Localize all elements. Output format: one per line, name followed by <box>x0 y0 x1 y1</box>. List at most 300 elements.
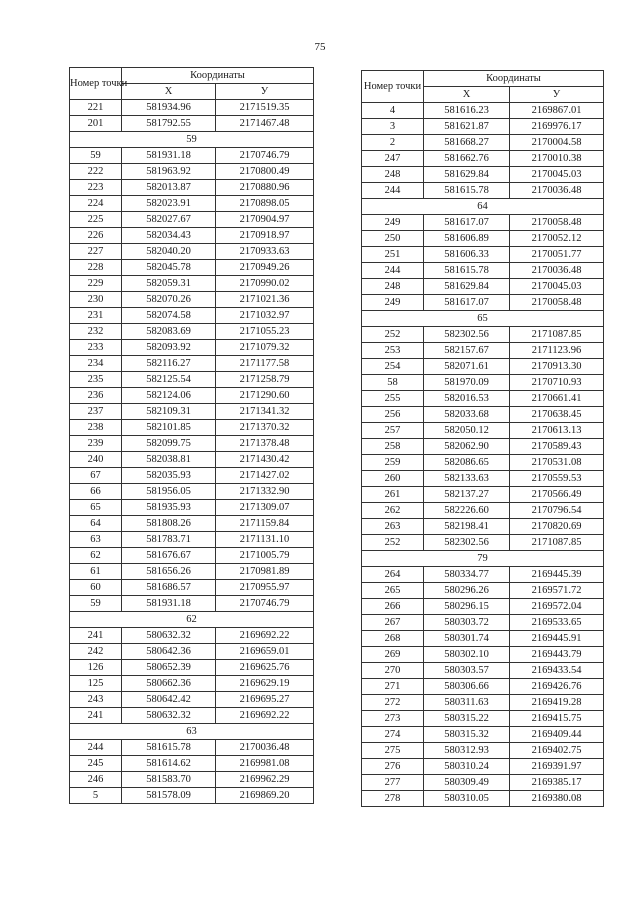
table-row <box>362 583 604 599</box>
table-row <box>362 535 604 551</box>
y-coordinate-cell: 2171177.58 <box>216 356 314 372</box>
y-coordinate-cell: 2169659.01 <box>216 644 314 660</box>
y-coordinate-cell: 2170566.49 <box>510 487 604 503</box>
table-row <box>362 599 604 615</box>
x-coordinate-cell: 581629.84 <box>424 279 510 295</box>
y-coordinate-cell: 2171370.32 <box>216 420 314 436</box>
x-coordinate-cell: 581686.57 <box>122 580 216 596</box>
x-coordinate-cell: 581931.18 <box>122 148 216 164</box>
x-coordinate-cell: 581792.55 <box>122 116 216 132</box>
point-number-cell: 223 <box>70 180 122 196</box>
point-number-cell: 249 <box>362 215 424 231</box>
table-row <box>70 340 314 356</box>
y-coordinate-cell: 2170913.30 <box>510 359 604 375</box>
table-row <box>362 263 604 279</box>
x-coordinate-cell: 582059.31 <box>122 276 216 292</box>
table-row <box>362 743 604 759</box>
y-coordinate-cell: 2169571.72 <box>510 583 604 599</box>
table-row <box>362 647 604 663</box>
group-row <box>362 199 604 215</box>
coordinates-header: Координаты <box>122 68 314 84</box>
x-coordinate-cell: 582124.06 <box>122 388 216 404</box>
point-number-cell: 244 <box>362 183 424 199</box>
table-row <box>70 468 314 484</box>
table-row <box>362 119 604 135</box>
x-coordinate-cell: 581614.62 <box>122 756 216 772</box>
y-coordinate-cell: 2171309.07 <box>216 500 314 516</box>
point-number-cell: 261 <box>362 487 424 503</box>
point-number-cell: 227 <box>70 244 122 260</box>
table-row <box>70 500 314 516</box>
y-coordinate-cell: 2169409.44 <box>510 727 604 743</box>
point-number-cell: 67 <box>70 468 122 484</box>
point-number-cell: 224 <box>70 196 122 212</box>
table-row <box>362 695 604 711</box>
x-coordinate-cell: 582125.54 <box>122 372 216 388</box>
point-number-cell: 274 <box>362 727 424 743</box>
x-coordinate-cell: 580301.74 <box>424 631 510 647</box>
table-row <box>70 196 314 212</box>
y-coordinate-cell: 2170904.97 <box>216 212 314 228</box>
point-number-cell: 2 <box>362 135 424 151</box>
point-number-cell: 3 <box>362 119 424 135</box>
table-row <box>70 580 314 596</box>
group-label: 65 <box>362 311 604 327</box>
point-number-cell: 125 <box>70 676 122 692</box>
table-row <box>70 420 314 436</box>
x-coordinate-cell: 582101.85 <box>122 420 216 436</box>
y-coordinate-cell: 2171032.97 <box>216 308 314 324</box>
y-coordinate-cell: 2171378.48 <box>216 436 314 452</box>
table-row <box>362 727 604 743</box>
x-coordinate-cell: 582099.75 <box>122 436 216 452</box>
x-coordinate-cell: 582062.90 <box>424 439 510 455</box>
y-coordinate-cell: 2170045.03 <box>510 167 604 183</box>
table-row <box>362 519 604 535</box>
point-number-cell: 58 <box>362 375 424 391</box>
table-row <box>70 676 314 692</box>
y-coordinate-cell: 2171131.10 <box>216 532 314 548</box>
point-number-cell: 258 <box>362 439 424 455</box>
y-coordinate-cell: 2170589.43 <box>510 439 604 455</box>
y-coordinate-cell: 2171258.79 <box>216 372 314 388</box>
y-coordinate-cell: 2170036.48 <box>510 263 604 279</box>
table-row <box>70 772 314 788</box>
y-coordinate-cell: 2169981.08 <box>216 756 314 772</box>
table-row <box>362 295 604 311</box>
table-row <box>362 471 604 487</box>
point-number-cell: 65 <box>70 500 122 516</box>
table-row <box>362 167 604 183</box>
point-number-cell: 246 <box>70 772 122 788</box>
point-number-cell: 272 <box>362 695 424 711</box>
y-coordinate-cell: 2169572.04 <box>510 599 604 615</box>
point-number-cell: 64 <box>70 516 122 532</box>
y-coordinate-cell: 2169380.08 <box>510 791 604 807</box>
point-number-cell: 270 <box>362 663 424 679</box>
x-coordinate-cell: 581931.18 <box>122 596 216 612</box>
point-number-cell: 66 <box>70 484 122 500</box>
coordinates-header: Координаты <box>424 71 604 87</box>
x-coordinate-cell: 581970.09 <box>424 375 510 391</box>
table-row <box>362 567 604 583</box>
x-coordinate-cell: 580310.05 <box>424 791 510 807</box>
table-row <box>70 708 314 724</box>
x-coordinate-cell: 582074.58 <box>122 308 216 324</box>
y-coordinate-cell: 2170051.77 <box>510 247 604 263</box>
point-number-cell: 257 <box>362 423 424 439</box>
group-row <box>70 612 314 628</box>
table-row <box>70 372 314 388</box>
table-row <box>362 775 604 791</box>
point-number-cell: 245 <box>70 756 122 772</box>
x-coordinate-cell: 580296.15 <box>424 599 510 615</box>
table-row <box>70 116 314 132</box>
table-row <box>362 423 604 439</box>
y-coordinate-cell: 2169419.28 <box>510 695 604 711</box>
table-row <box>70 324 314 340</box>
x-coordinate-cell: 581935.93 <box>122 500 216 516</box>
x-coordinate-cell: 582137.27 <box>424 487 510 503</box>
y-coordinate-cell: 2170531.08 <box>510 455 604 471</box>
x-coordinate-cell: 582027.67 <box>122 212 216 228</box>
table-row <box>70 292 314 308</box>
point-number-cell: 251 <box>362 247 424 263</box>
point-number-cell: 248 <box>362 279 424 295</box>
point-number-cell: 226 <box>70 228 122 244</box>
table-row <box>70 516 314 532</box>
x-coordinate-cell: 582013.87 <box>122 180 216 196</box>
point-number-cell: 260 <box>362 471 424 487</box>
x-coordinate-cell: 581583.70 <box>122 772 216 788</box>
point-number-cell: 236 <box>70 388 122 404</box>
x-coordinate-cell: 580315.22 <box>424 711 510 727</box>
x-coordinate-cell: 580303.72 <box>424 615 510 631</box>
x-coordinate-cell: 582040.20 <box>122 244 216 260</box>
x-coordinate-cell: 582157.67 <box>424 343 510 359</box>
x-coordinate-cell: 581617.07 <box>424 295 510 311</box>
table-row <box>362 487 604 503</box>
point-number-cell: 60 <box>70 580 122 596</box>
y-coordinate-cell: 2169445.91 <box>510 631 604 647</box>
group-label: 64 <box>362 199 604 215</box>
x-coordinate-cell: 580309.49 <box>424 775 510 791</box>
x-coordinate-cell: 580312.93 <box>424 743 510 759</box>
table-row <box>362 615 604 631</box>
point-number-cell: 225 <box>70 212 122 228</box>
y-coordinate-cell: 2170898.05 <box>216 196 314 212</box>
x-coordinate-cell: 580652.39 <box>122 660 216 676</box>
x-coordinate-cell: 582226.60 <box>424 503 510 519</box>
table-row <box>362 151 604 167</box>
y-coordinate-cell: 2170710.93 <box>510 375 604 391</box>
y-coordinate-cell: 2169962.29 <box>216 772 314 788</box>
y-coordinate-cell: 2169869.20 <box>216 788 314 804</box>
coordinates-table-body <box>362 103 604 807</box>
y-coordinate-cell: 2170800.49 <box>216 164 314 180</box>
point-number-cell: 4 <box>362 103 424 119</box>
y-coordinate-cell: 2169385.17 <box>510 775 604 791</box>
x-coordinate-cell: 581662.76 <box>424 151 510 167</box>
group-label: 59 <box>70 132 314 148</box>
x-coordinate-cell: 582302.56 <box>424 327 510 343</box>
x-coordinate-cell: 582038.81 <box>122 452 216 468</box>
table-row <box>362 183 604 199</box>
y-coordinate-cell: 2169867.01 <box>510 103 604 119</box>
y-coordinate-cell: 2171087.85 <box>510 327 604 343</box>
table-row <box>70 532 314 548</box>
y-coordinate-cell: 2170058.48 <box>510 215 604 231</box>
table-row <box>362 439 604 455</box>
y-coordinate-cell: 2170559.53 <box>510 471 604 487</box>
table-row <box>70 388 314 404</box>
x-coordinate-cell: 581676.67 <box>122 548 216 564</box>
point-number-cell: 265 <box>362 583 424 599</box>
y-coordinate-cell: 2169533.65 <box>510 615 604 631</box>
point-number-cell: 5 <box>70 788 122 804</box>
point-number-cell: 266 <box>362 599 424 615</box>
table-row <box>362 343 604 359</box>
point-number-cell: 241 <box>70 628 122 644</box>
table-row <box>70 692 314 708</box>
x-coordinate-cell: 582116.27 <box>122 356 216 372</box>
x-coordinate-cell: 582050.12 <box>424 423 510 439</box>
table-row <box>362 135 604 151</box>
point-number-cell: 259 <box>362 455 424 471</box>
y-coordinate-cell: 2169625.76 <box>216 660 314 676</box>
point-number-cell: 275 <box>362 743 424 759</box>
x-coordinate-cell: 582035.93 <box>122 468 216 484</box>
x-coordinate-cell: 581606.33 <box>424 247 510 263</box>
x-coordinate-cell: 581808.26 <box>122 516 216 532</box>
table-row <box>362 455 604 471</box>
y-coordinate-cell: 2170058.48 <box>510 295 604 311</box>
point-number-cell: 229 <box>70 276 122 292</box>
y-coordinate-cell: 2170990.02 <box>216 276 314 292</box>
y-coordinate-cell: 2170796.54 <box>510 503 604 519</box>
x-coordinate-cell: 581629.84 <box>424 167 510 183</box>
x-coordinate-cell: 582083.69 <box>122 324 216 340</box>
x-coordinate-cell: 580310.24 <box>424 759 510 775</box>
x-coordinate-cell: 582033.68 <box>424 407 510 423</box>
point-number-cell: 277 <box>362 775 424 791</box>
x-coordinate-cell: 580632.32 <box>122 708 216 724</box>
coordinates-table-left <box>69 67 314 804</box>
table-row <box>70 596 314 612</box>
table-row <box>362 407 604 423</box>
y-coordinate-cell: 2169695.27 <box>216 692 314 708</box>
y-coordinate-cell: 2169692.22 <box>216 628 314 644</box>
x-coordinate-cell: 582070.26 <box>122 292 216 308</box>
y-coordinate-cell: 2171467.48 <box>216 116 314 132</box>
x-coordinate-cell: 580311.63 <box>424 695 510 711</box>
table-row <box>70 308 314 324</box>
table-row <box>70 452 314 468</box>
x-coordinate-cell: 581615.78 <box>424 183 510 199</box>
table-row <box>362 327 604 343</box>
point-number-header: Номер точки <box>362 71 424 103</box>
y-coordinate-cell: 2170010.38 <box>510 151 604 167</box>
point-number-cell: 243 <box>70 692 122 708</box>
table-row <box>70 436 314 452</box>
y-coordinate-cell: 2170004.58 <box>510 135 604 151</box>
table-row <box>70 564 314 580</box>
x-coordinate-cell: 580315.32 <box>424 727 510 743</box>
y-header: У <box>510 87 604 103</box>
table-row <box>362 503 604 519</box>
y-coordinate-cell: 2170638.45 <box>510 407 604 423</box>
y-coordinate-cell: 2170933.63 <box>216 244 314 260</box>
table-row <box>70 276 314 292</box>
table-row <box>70 644 314 660</box>
y-coordinate-cell: 2170613.13 <box>510 423 604 439</box>
point-number-cell: 222 <box>70 164 122 180</box>
point-number-cell: 244 <box>70 740 122 756</box>
y-coordinate-cell: 2171123.96 <box>510 343 604 359</box>
x-coordinate-cell: 580303.57 <box>424 663 510 679</box>
y-coordinate-cell: 2171290.60 <box>216 388 314 404</box>
y-coordinate-cell: 2170036.48 <box>216 740 314 756</box>
group-row <box>70 724 314 740</box>
point-number-cell: 59 <box>70 596 122 612</box>
table-row <box>362 279 604 295</box>
table-row <box>362 375 604 391</box>
point-number-cell: 252 <box>362 327 424 343</box>
y-coordinate-cell: 2170981.89 <box>216 564 314 580</box>
x-coordinate-cell: 580296.26 <box>424 583 510 599</box>
x-coordinate-cell: 582198.41 <box>424 519 510 535</box>
x-coordinate-cell: 581616.23 <box>424 103 510 119</box>
point-number-cell: 255 <box>362 391 424 407</box>
point-number-cell: 201 <box>70 116 122 132</box>
point-number-cell: 59 <box>70 148 122 164</box>
x-coordinate-cell: 580302.10 <box>424 647 510 663</box>
x-coordinate-cell: 582045.78 <box>122 260 216 276</box>
table-row <box>70 628 314 644</box>
y-coordinate-cell: 2171427.02 <box>216 468 314 484</box>
y-coordinate-cell: 2170949.26 <box>216 260 314 276</box>
x-coordinate-cell: 581615.78 <box>122 740 216 756</box>
y-coordinate-cell: 2170661.41 <box>510 391 604 407</box>
table-row <box>70 740 314 756</box>
y-coordinate-cell: 2169415.75 <box>510 711 604 727</box>
x-coordinate-cell: 581783.71 <box>122 532 216 548</box>
x-coordinate-cell: 580642.42 <box>122 692 216 708</box>
point-number-header: Номер точки <box>70 68 122 100</box>
coordinates-table-right <box>361 70 604 807</box>
group-row <box>362 311 604 327</box>
point-number-cell: 228 <box>70 260 122 276</box>
table-row <box>362 711 604 727</box>
y-coordinate-cell: 2171087.85 <box>510 535 604 551</box>
group-label: 79 <box>362 551 604 567</box>
y-coordinate-cell: 2170955.97 <box>216 580 314 596</box>
table-row <box>362 791 604 807</box>
x-coordinate-cell: 581656.26 <box>122 564 216 580</box>
point-number-cell: 269 <box>362 647 424 663</box>
point-number-cell: 235 <box>70 372 122 388</box>
table-row <box>362 679 604 695</box>
y-coordinate-cell: 2169443.79 <box>510 647 604 663</box>
point-number-cell: 253 <box>362 343 424 359</box>
table-row <box>362 247 604 263</box>
y-coordinate-cell: 2170746.79 <box>216 596 314 612</box>
x-coordinate-cell: 582071.61 <box>424 359 510 375</box>
y-coordinate-cell: 2171021.36 <box>216 292 314 308</box>
table-row <box>362 663 604 679</box>
table-row <box>362 103 604 119</box>
x-coordinate-cell: 582034.43 <box>122 228 216 244</box>
point-number-cell: 62 <box>70 548 122 564</box>
y-coordinate-cell: 2170036.48 <box>510 183 604 199</box>
table-row <box>70 756 314 772</box>
y-coordinate-cell: 2170045.03 <box>510 279 604 295</box>
y-coordinate-cell: 2169692.22 <box>216 708 314 724</box>
point-number-cell: 233 <box>70 340 122 356</box>
x-coordinate-cell: 581606.89 <box>424 231 510 247</box>
table-row <box>362 391 604 407</box>
y-coordinate-cell: 2170880.96 <box>216 180 314 196</box>
table-row <box>362 215 604 231</box>
point-number-cell: 231 <box>70 308 122 324</box>
x-coordinate-cell: 580306.66 <box>424 679 510 695</box>
table-row <box>70 244 314 260</box>
group-row <box>70 132 314 148</box>
x-coordinate-cell: 581668.27 <box>424 135 510 151</box>
table-row <box>70 484 314 500</box>
x-coordinate-cell: 581615.78 <box>424 263 510 279</box>
y-coordinate-cell: 2171005.79 <box>216 548 314 564</box>
table-row <box>70 660 314 676</box>
table-row <box>70 356 314 372</box>
x-coordinate-cell: 581617.07 <box>424 215 510 231</box>
point-number-cell: 273 <box>362 711 424 727</box>
x-coordinate-cell: 582133.63 <box>424 471 510 487</box>
y-coordinate-cell: 2169402.75 <box>510 743 604 759</box>
x-coordinate-cell: 582086.65 <box>424 455 510 471</box>
x-coordinate-cell: 582109.31 <box>122 404 216 420</box>
table-row <box>70 788 314 804</box>
point-number-cell: 221 <box>70 100 122 116</box>
group-label: 62 <box>70 612 314 628</box>
point-number-cell: 250 <box>362 231 424 247</box>
table-row <box>70 260 314 276</box>
page-number: 75 <box>314 41 326 53</box>
table-row <box>362 231 604 247</box>
y-coordinate-cell: 2171055.23 <box>216 324 314 340</box>
point-number-cell: 264 <box>362 567 424 583</box>
y-coordinate-cell: 2171079.32 <box>216 340 314 356</box>
y-coordinate-cell: 2170820.69 <box>510 519 604 535</box>
point-number-cell: 240 <box>70 452 122 468</box>
table-row <box>70 212 314 228</box>
table-row <box>70 180 314 196</box>
point-number-cell: 63 <box>70 532 122 548</box>
x-coordinate-cell: 580632.32 <box>122 628 216 644</box>
point-number-cell: 263 <box>362 519 424 535</box>
point-number-cell: 252 <box>362 535 424 551</box>
y-coordinate-cell: 2169433.54 <box>510 663 604 679</box>
y-header: У <box>216 84 314 100</box>
group-label: 63 <box>70 724 314 740</box>
x-header: X <box>122 84 216 100</box>
point-number-cell: 276 <box>362 759 424 775</box>
table-row <box>70 148 314 164</box>
x-coordinate-cell: 580334.77 <box>424 567 510 583</box>
table-row <box>70 228 314 244</box>
point-number-cell: 248 <box>362 167 424 183</box>
x-coordinate-cell: 581956.05 <box>122 484 216 500</box>
